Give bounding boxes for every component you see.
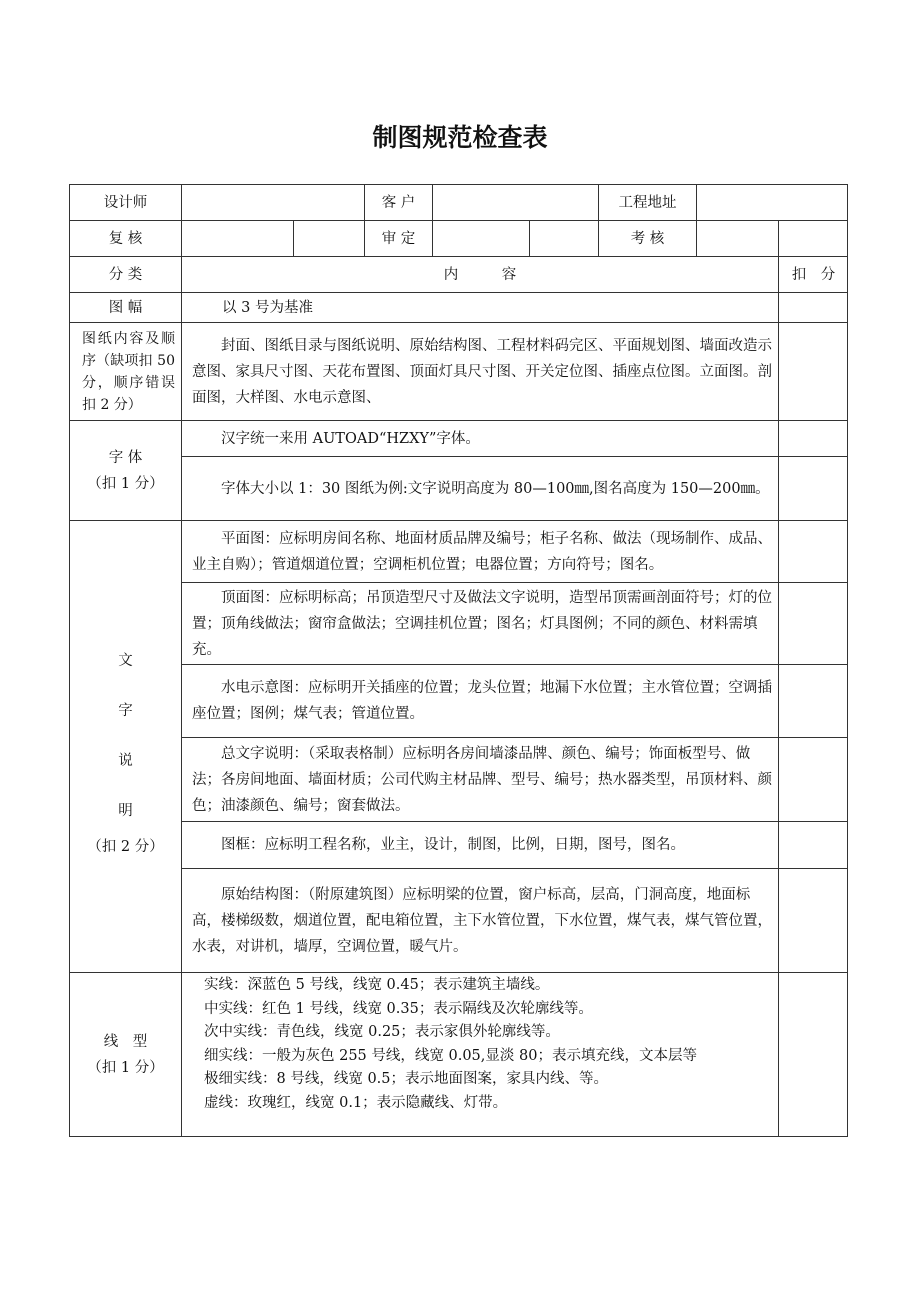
- drawings-text: [181, 322, 778, 420]
- approve-label: 审 定: [364, 220, 432, 256]
- deduct-header: 扣 分: [778, 256, 848, 292]
- client-label: 客 户: [364, 184, 432, 220]
- designer-label: 设计师: [69, 184, 181, 220]
- font-label-cell: [69, 420, 181, 520]
- client-field[interactable]: [432, 184, 598, 220]
- line-item: 细实线：一般为灰色 255 号线，线宽 0.05,显淡 80；表示填充线，文本层等: [204, 1047, 697, 1064]
- text-item: [181, 737, 778, 821]
- line-deduct-note: （扣 1 分）: [87, 1060, 164, 1076]
- text-deduct-field[interactable]: [778, 664, 848, 737]
- address-label: 工程地址: [598, 184, 696, 220]
- assess-field-1[interactable]: [696, 220, 778, 256]
- drawings-deduct-field[interactable]: [778, 322, 848, 420]
- approve-field-2[interactable]: [529, 220, 598, 256]
- text-deduct-field[interactable]: [778, 737, 848, 821]
- text-deduct-note: （扣 2 分）: [87, 838, 164, 855]
- assess-field-2[interactable]: [778, 220, 848, 256]
- line-items: [181, 972, 778, 1137]
- text-item: [181, 868, 778, 972]
- text-label-char: 文: [118, 652, 133, 669]
- text-deduct-field[interactable]: [778, 821, 848, 868]
- text-item-body: 水电示意图：应标明开关插座的位置；龙头位置；地漏下水位置；主水管位置；空调插座位置；图例；煤气表；管道位置。: [192, 680, 772, 722]
- line-item: 极细实线：8 号线，线宽 0.5；表示地面图案，家具内线、等。: [204, 1071, 609, 1087]
- font-item-text: 汉字统一来用 AUTOAD“HZXY”字体。: [221, 430, 480, 447]
- font-deduct-field[interactable]: [778, 456, 848, 520]
- drawings-text-body: 封面、图纸目录与图纸说明、原始结构图、工程材料码完区、平面规划图、墙面改造示意图、家具尺寸图、天花布置图、顶面灯具尺寸图、开关定位图、插座点位图。立面图。剖面图，大样图、水电示意图、: [192, 337, 772, 406]
- line-label-cell: [69, 972, 181, 1137]
- line-item: 虚线：玫瑰红，线宽 0.1；表示隐藏线、灯带。: [204, 1094, 508, 1111]
- line-label: 线 型: [103, 1034, 148, 1050]
- text-item: [181, 582, 778, 664]
- review-field-1[interactable]: [181, 220, 293, 256]
- font-deduct-field[interactable]: [778, 420, 848, 456]
- category-header: 分 类: [69, 256, 181, 292]
- page-title: 制图规范检查表: [372, 123, 548, 152]
- text-item-body: 顶面图：应标明标高；吊顶造型尺寸及做法文字说明，造型吊顶需画剖面符号；灯的位置；顶角线做法；窗帘盒做法；空调挂机位置；图名；灯具图例；不同的颜色、材料需填充。: [192, 589, 772, 658]
- text-deduct-field[interactable]: [778, 868, 848, 972]
- text-item-body: 图框：应标明工程名称，业主，设计，制图，比例，日期，图号，图名。: [221, 837, 685, 853]
- text-item: [181, 664, 778, 737]
- designer-field[interactable]: [181, 184, 364, 220]
- review-label: 复 核: [69, 220, 181, 256]
- approve-field-1[interactable]: [432, 220, 529, 256]
- content-header: 内 容: [181, 256, 778, 292]
- font-item: [181, 456, 778, 520]
- line-item: 中实线：红色 1 号线，线宽 0.35；表示隔线及次轮廓线等。: [204, 1000, 593, 1017]
- text-item: [181, 821, 778, 868]
- text-label-char: 明: [118, 802, 133, 819]
- address-field[interactable]: [696, 184, 848, 220]
- text-item-body: 总文字说明：（采取表格制）应标明各房间墙漆品牌、颜色、编号；饰面板型号、做法；各房间地面、墙面材质；公司代购主材品牌、型号、编号；热水器类型，吊顶材料、颜色；油漆颜色、编号；窗套做法。: [192, 745, 772, 814]
- font-deduct-note: （扣 1 分）: [87, 475, 164, 492]
- font-item: [181, 420, 778, 456]
- text-deduct-field[interactable]: [778, 582, 848, 664]
- size-label: 图 幅: [69, 292, 181, 322]
- line-deduct-field[interactable]: [778, 972, 848, 1137]
- text-deduct-field[interactable]: [778, 520, 848, 582]
- drawings-label: 图纸内容及顺序（缺项扣 50 分，顺序错误扣 2 分）: [69, 322, 181, 420]
- font-item-text: 字体大小以 1：30 图纸为例:文字说明高度为 80—100㎜,图名高度为 150—200㎜。: [221, 480, 770, 497]
- line-item: 次中实线：青色线，线宽 0.25；表示家俱外轮廓线等。: [204, 1024, 560, 1040]
- line-item: 实线：深蓝色 5 号线，线宽 0.45；表示建筑主墙线。: [204, 977, 550, 993]
- text-item-body: 原始结构图：（附原建筑图）应标明梁的位置，窗户标高，层高，门洞高度，地面标高，楼梯级数，烟道位置，配电箱位置，主下水管位置，下水位置，煤气表，煤气管位置，水表，对讲机，墙厚，空调位置，暖气片。: [192, 886, 772, 955]
- size-deduct-field[interactable]: [778, 292, 848, 322]
- text-label-char: 字: [118, 702, 133, 719]
- review-field-2[interactable]: [293, 220, 364, 256]
- assess-label: 考 核: [598, 220, 696, 256]
- text-item-body: 平面图：应标明房间名称、地面材质品牌及编号；柜子名称、做法（现场制作、成品、业主自购）；管道烟道位置；空调柜机位置；电器位置；方向符号；图名。: [192, 530, 772, 573]
- font-label: 字 体: [108, 449, 143, 466]
- size-text: 以 3 号为基准: [181, 292, 778, 322]
- text-label-cell: [69, 520, 181, 972]
- text-item: [181, 520, 778, 582]
- text-label-char: 说: [118, 752, 133, 769]
